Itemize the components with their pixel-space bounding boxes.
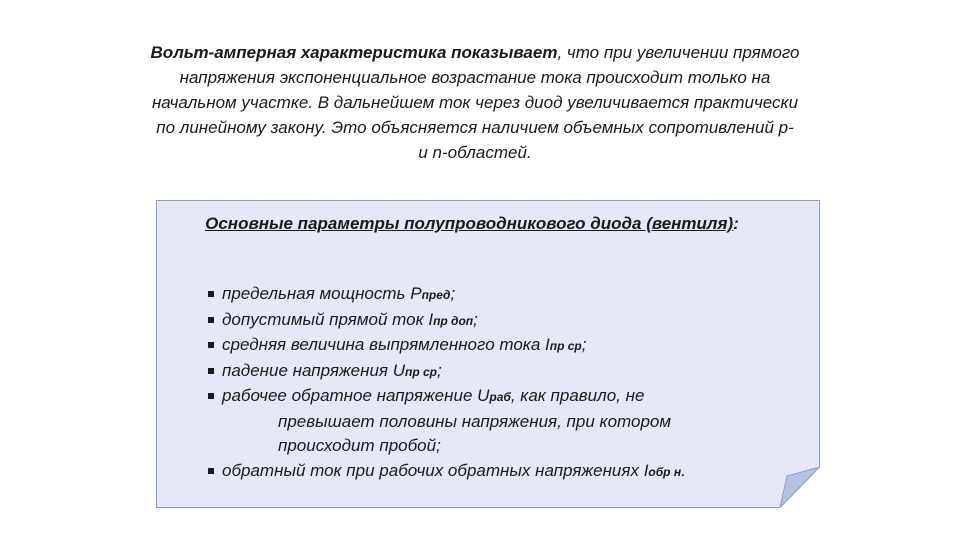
parameters-title-suffix: : <box>733 214 739 233</box>
list-item: предельная мощность Pпред; <box>208 282 808 308</box>
list-item: средняя величина выпрямленного тока Iпр ср; <box>208 333 808 359</box>
parameters-title <box>156 212 788 236</box>
list-item: рабочее обратное напряжение Uраб, как правило, не превышает половины напряжения, при котором происходит пробой; <box>208 384 808 459</box>
bullet-square-icon <box>208 393 214 399</box>
bullet-square-icon <box>208 317 214 323</box>
parameters-list <box>208 282 808 484</box>
bullet-square-icon <box>208 342 214 348</box>
bullet-square-icon <box>208 368 214 374</box>
list-item: допустимый прямой ток Iпр доп; <box>208 308 808 334</box>
intro-text: , что при увеличении прямого напряжения экспоненциальное возрастание тока происходит только на начальном участке. В дальнейшем ток через диод увеличивается практически по линейному закону. Это объясняется наличием объемных сопротивлений p- и n-областей. <box>151 43 800 162</box>
bullet-square-icon <box>208 468 214 474</box>
bullet-square-icon <box>208 291 214 297</box>
intro-paragraph <box>150 40 800 165</box>
intro-lead: Вольт-амперная характеристика показывает <box>150 43 558 62</box>
parameters-title-text: Основные параметры полупроводникового диода (вентиля) <box>205 214 734 233</box>
parameters-note <box>156 200 820 508</box>
list-item-continuation: происходит пробой; <box>278 436 441 455</box>
list-item-continuation: превышает половины напряжения, при котором <box>278 411 672 431</box>
list-item: обратный ток при рабочих обратных напряжениях Iобр н. <box>208 459 808 485</box>
list-item: падение напряжения Uпр ср; <box>208 359 808 385</box>
